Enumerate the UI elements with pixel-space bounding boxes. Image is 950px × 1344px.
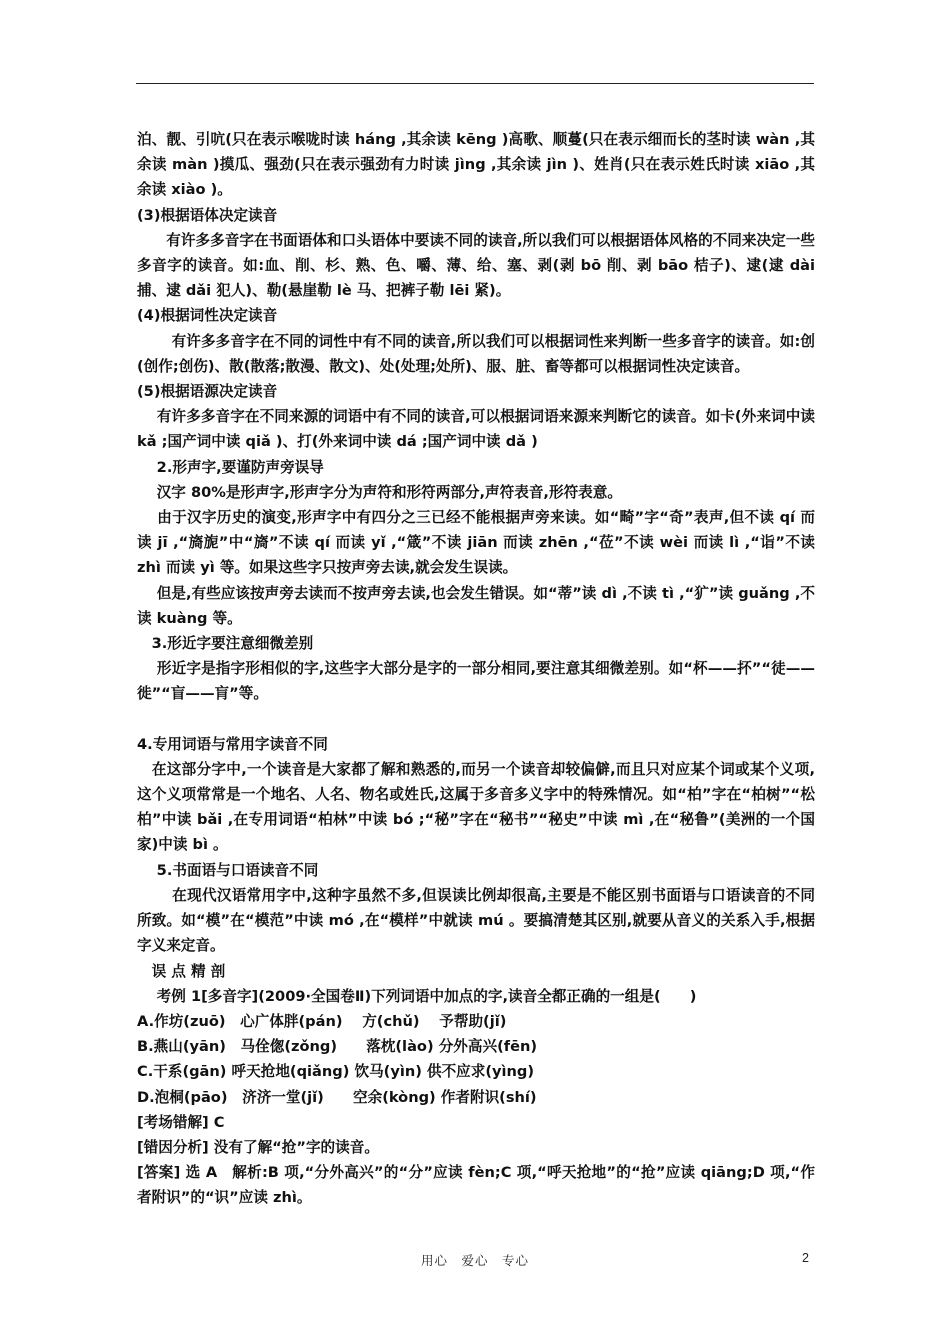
page-number: 2 — [802, 1251, 809, 1265]
paragraph: 有许多多音字在书面语体和口头语体中要读不同的读音,所以我们可以根据语体风格的不同来决定一些多音字的读音。如:血、削、杉、熟、色、嚼、薄、给、塞、剥(剥 bō 削、剥 bāo 桔子)、逮(逮 dài 捕、逮 dǎi 犯人)、勒(悬崖勒 lè 马、把裤子勒 lēi 紧)。 — [137, 231, 815, 300]
paragraph: 但是,有些应该按声旁去读而不按声旁去读,也会发生错误。如“蒂”读 dì ,不读 tì ,“犷”读 guǎng ,不读 kuàng 等。 — [137, 584, 815, 627]
section-heading: 5.书面语与口语读音不同 — [137, 861, 319, 879]
section-heading: 3.形近字要注意细微差别 — [137, 635, 314, 653]
option-b: B.燕山(yān) 马佺偬(zǒng) 落枕(lào) 分外高兴(fēn) — [137, 1038, 538, 1056]
section-heading: 4.专用词语与常用字读音不同 — [137, 735, 328, 753]
paragraph: 形近字是指字形相似的字,这些字大部分是字的一部分相同,要注意其细微差别。如“杯——抔”“徒——徙”“盲——肓”等。 — [137, 660, 815, 703]
header-rule — [136, 83, 814, 84]
paragraph: 在这部分字中,一个读音是大家都了解和熟悉的,而另一个读音却较偏僻,而且只对应某个词或某个义项,这个义项常常是一个地名、人名、物名或姓氏,这属于多音多义字中的特殊情况。如“柏”字在“柏树”“松柏”中读 bǎi ,在专用词语“柏林”中读 bó ;“秘”字在“秘书”“秘史”中读 mì ,在“秘鲁”(美洲的一个国家)中读 bì 。 — [137, 760, 815, 854]
section-heading: 2.形声字,要谨防声旁误导 — [137, 458, 324, 476]
error-analysis: [错因分析] 没有了解“抢”字的读音。 — [137, 1138, 379, 1156]
body-text — [137, 127, 815, 1211]
paragraph: 由于汉字历史的演变,形声字中有四分之三已经不能根据声旁来读。如“畸”字“奇”表声,但不读 qí 而读 jī ,“旖旎”中“旖”不读 qí 而读 yǐ ,“箴”不读 jiān 而读 zhēn ,“莅”不读 wèi 而读 lì ,“诣”不读 zhì 而读 yì 等。如果这些字只按声旁去读,就会发生误读。 — [137, 509, 815, 577]
page-footer — [0, 1251, 950, 1271]
blank-line — [137, 707, 815, 732]
section-heading: (5)根据语源决定读音 — [137, 383, 278, 401]
section-heading: (4)根据词性决定读音 — [137, 307, 278, 325]
answer: [答案] 选 A 解析:B 项,“分外高兴”的“分”应读 fèn;C 项,“呼天抢地”的“抢”应读 qiāng;D 项,“作者附识”的“识”应读 zhì。 — [137, 1164, 815, 1207]
option-a: A.作坊(zuō) 心广体胖(pán) 方(chǔ) 予帮助(jǐ) — [137, 1012, 507, 1030]
exam-question: 考例 1[多音字](2009·全国卷Ⅱ)下列词语中加点的字,读音全都正确的一组是( ) — [137, 987, 697, 1005]
section-heading: (3)根据语体决定读音 — [137, 206, 278, 224]
option-c: C.干系(gān) 呼天抢地(qiǎng) 饮马(yìn) 供不应求(yìng) — [137, 1063, 535, 1081]
section-heading: 误 点 精 剖 — [137, 962, 226, 980]
wrong-answer: [考场错解] C — [137, 1113, 225, 1131]
paragraph: 泊、靓、引吭(只在表示喉咙时读 háng ,其余读 kēng )高歌、顺蔓(只在表示细而长的茎时读 wàn ,其余读 màn )摸瓜、强劲(只在表示强劲有力时读 jìng ,其余读 jìn )、姓肖(只在表示姓氏时读 xiāo ,其余读 xiào )。 — [137, 131, 815, 199]
paragraph: 有许多多音字在不同的词性中有不同的读音,所以我们可以根据词性来判断一些多音字的读音。如:创(创作;创伤)、散(散落;散漫、散文)、处(处理;处所)、服、脏、畜等都可以根据词性决定读音。 — [137, 332, 815, 375]
footer-text: 用心 爱心 专心 — [420, 1253, 529, 1268]
paragraph: 在现代汉语常用字中,这种字虽然不多,但误读比例却很高,主要是不能区别书面语与口语读音的不同所致。如“模”在“模范”中读 mó ,在“模样”中就读 mú 。要搞清楚其区别,就要从音义的关系入手,根据字义来定音。 — [137, 886, 815, 955]
paragraph: 汉字 80%是形声字,形声字分为声符和形符两部分,声符表音,形符表意。 — [137, 483, 622, 501]
paragraph: 有许多多音字在不同来源的词语中有不同的读音,可以根据词语来源来判断它的读音。如卡(外来词中读 kǎ ;国产词中读 qiǎ )、打(外来词中读 dá ;国产词中读 dǎ ) — [137, 408, 815, 451]
option-d: D.泡桐(pāo) 济济一堂(jǐ) 空余(kòng) 作者附识(shí) — [137, 1088, 537, 1106]
